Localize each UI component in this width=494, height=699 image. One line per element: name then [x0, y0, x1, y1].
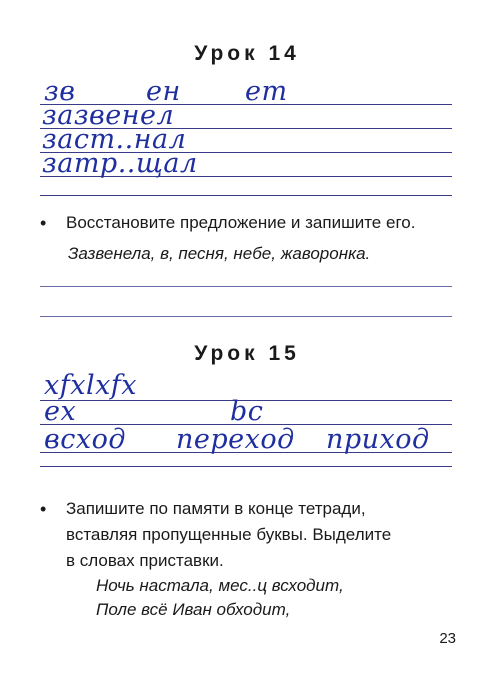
lesson-15-title: Урок 15: [194, 342, 300, 365]
script-word: зазвенел: [42, 100, 175, 131]
script-word: npuxoд: [326, 424, 430, 455]
task-instruction: Восстановите предложение и запишите его.: [66, 213, 416, 232]
script-word: заст..нал: [42, 124, 187, 155]
task-instruction-line: Запишите по памяти в конце тетради,: [66, 499, 366, 518]
script-word: nepexoд: [176, 424, 295, 455]
writing-line: [40, 466, 452, 467]
page-number: 23: [439, 630, 456, 647]
poem-line: Ночь настала, мес..ц всходит,: [96, 576, 344, 595]
script-syllable: зв: [44, 76, 76, 107]
task-instruction-line: вставляя пропущенные буквы. Выделите: [66, 525, 392, 544]
script-word: затр..щал: [42, 148, 198, 179]
task-example: Зазвенела, в, песня, небе, жаворонка.: [68, 244, 371, 263]
task-instruction-line: в словах приставки.: [66, 551, 224, 570]
script-syllable: ex: [44, 396, 77, 427]
writing-line: [40, 195, 452, 196]
script-syllable: ен: [146, 76, 181, 107]
script-letters: xfxlxfx: [44, 370, 138, 401]
script-syllable: ет: [245, 76, 288, 107]
answer-line: [40, 286, 452, 287]
answer-line: [40, 316, 452, 317]
script-word: вcxoд: [44, 424, 126, 455]
bullet-icon: •: [40, 499, 47, 519]
poem-line: Поле всё Иван обходит,: [96, 600, 291, 619]
script-syllable: bc: [230, 396, 264, 427]
lesson-14-title: Урок 14: [194, 42, 300, 65]
bullet-icon: •: [40, 213, 47, 233]
